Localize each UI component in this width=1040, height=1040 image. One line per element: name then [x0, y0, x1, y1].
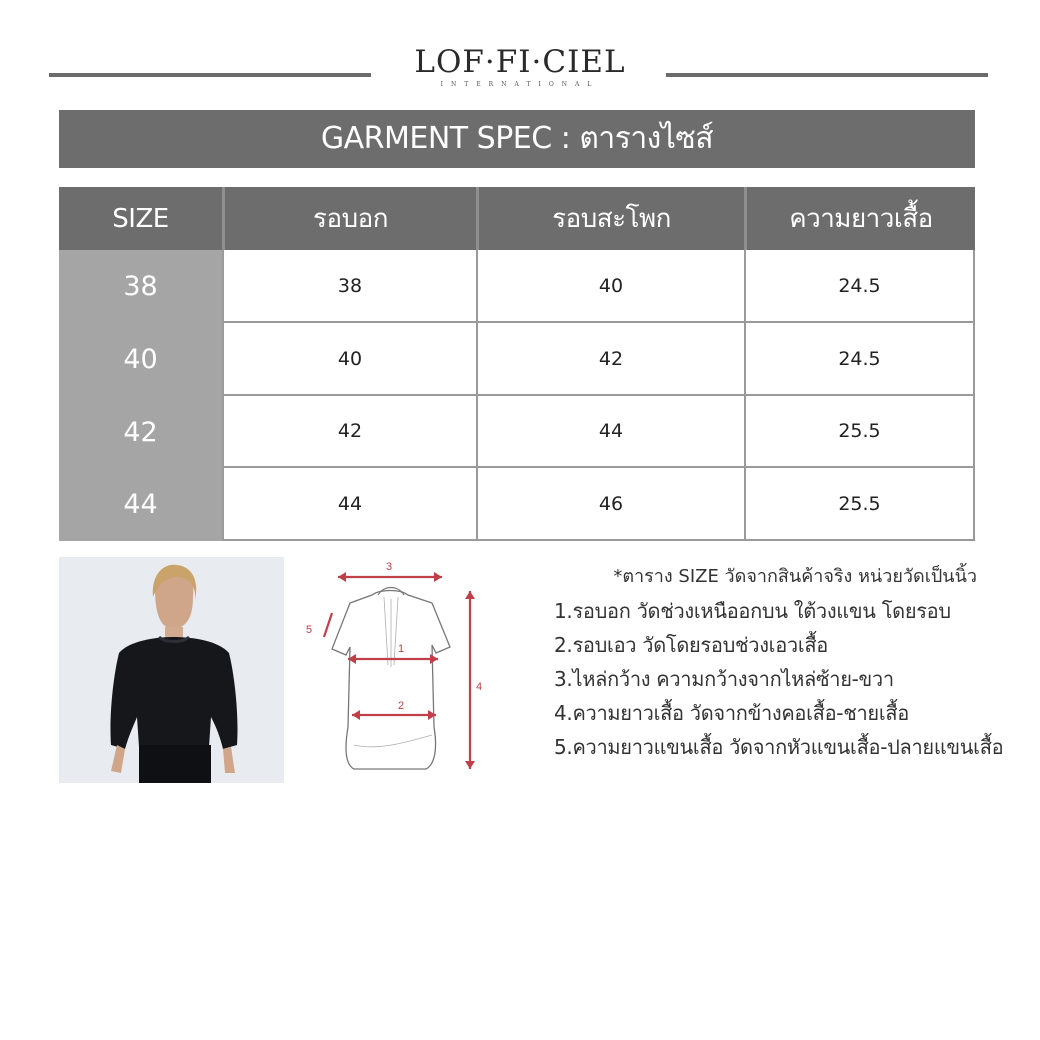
chest-value: 40 — [222, 323, 476, 396]
chest-value: 42 — [222, 396, 476, 468]
hip-value: 44 — [476, 396, 744, 468]
diagram-label-2: 2 — [398, 700, 405, 712]
note-item: 5.ความยาวแขนเสื้อ วัดจากหัวแขนเสื้อ-ปลายแขนเสื้อ — [554, 735, 1004, 759]
table-row — [59, 396, 975, 468]
brand-subtitle: INTERNATIONAL — [440, 81, 600, 88]
garment-sketch — [300, 555, 490, 785]
size-value: 38 — [59, 250, 222, 323]
header-rule-left — [49, 73, 371, 77]
hip-value: 46 — [476, 468, 744, 541]
note-item: 4.ความยาวเสื้อ วัดจากข้างคอเสื้อ-ชายเสื้อ — [554, 701, 909, 725]
note-item: 2.รอบเอว วัดโดยรอบช่วงเอวเสื้อ — [554, 633, 828, 657]
header-chest: รอบอก — [222, 187, 476, 250]
size-value: 44 — [59, 468, 222, 541]
note-item: 3.ไหล่กว้าง ความกว้างจากไหล่ซ้าย-ขวา — [554, 667, 894, 691]
table-header-row — [59, 187, 975, 250]
length-value: 25.5 — [744, 468, 975, 541]
notes-header: *ตาราง SIZE วัดจากสินค้าจริง หน่วยวัดเป็นนิ้ว — [613, 566, 977, 587]
diagram-label-5: 5 — [306, 624, 313, 636]
diagram-label-4: 4 — [476, 681, 483, 693]
size-value: 42 — [59, 396, 222, 468]
brand-name: LOF·FI·CIEL — [414, 44, 626, 80]
page-title: GARMENT SPEC : ตารางไซส์ — [59, 110, 975, 168]
chest-value: 38 — [222, 250, 476, 323]
model-illustration — [59, 557, 284, 783]
length-value: 24.5 — [744, 250, 975, 323]
header-size: SIZE — [59, 187, 222, 250]
diagram-label-3: 3 — [386, 561, 393, 573]
brand-logo — [380, 44, 660, 89]
header-length: ความยาวเสื้อ — [744, 187, 975, 250]
measurement-diagram — [300, 555, 490, 785]
hip-value: 40 — [476, 250, 744, 323]
size-table — [59, 187, 975, 541]
measurement-notes — [554, 560, 1034, 764]
length-value: 24.5 — [744, 323, 975, 396]
header-hip: รอบสะโพก — [476, 187, 744, 250]
diagram-label-1: 1 — [398, 643, 405, 655]
table-row — [59, 250, 975, 323]
table-row — [59, 323, 975, 396]
product-photo — [59, 557, 284, 783]
table-row — [59, 468, 975, 541]
hip-value: 42 — [476, 323, 744, 396]
chest-value: 44 — [222, 468, 476, 541]
size-value: 40 — [59, 323, 222, 396]
length-value: 25.5 — [744, 396, 975, 468]
header-rule-right — [666, 73, 988, 77]
note-item: 1.รอบอก วัดช่วงเหนืออกบน ใต้วงแขน โดยรอบ — [554, 599, 951, 623]
